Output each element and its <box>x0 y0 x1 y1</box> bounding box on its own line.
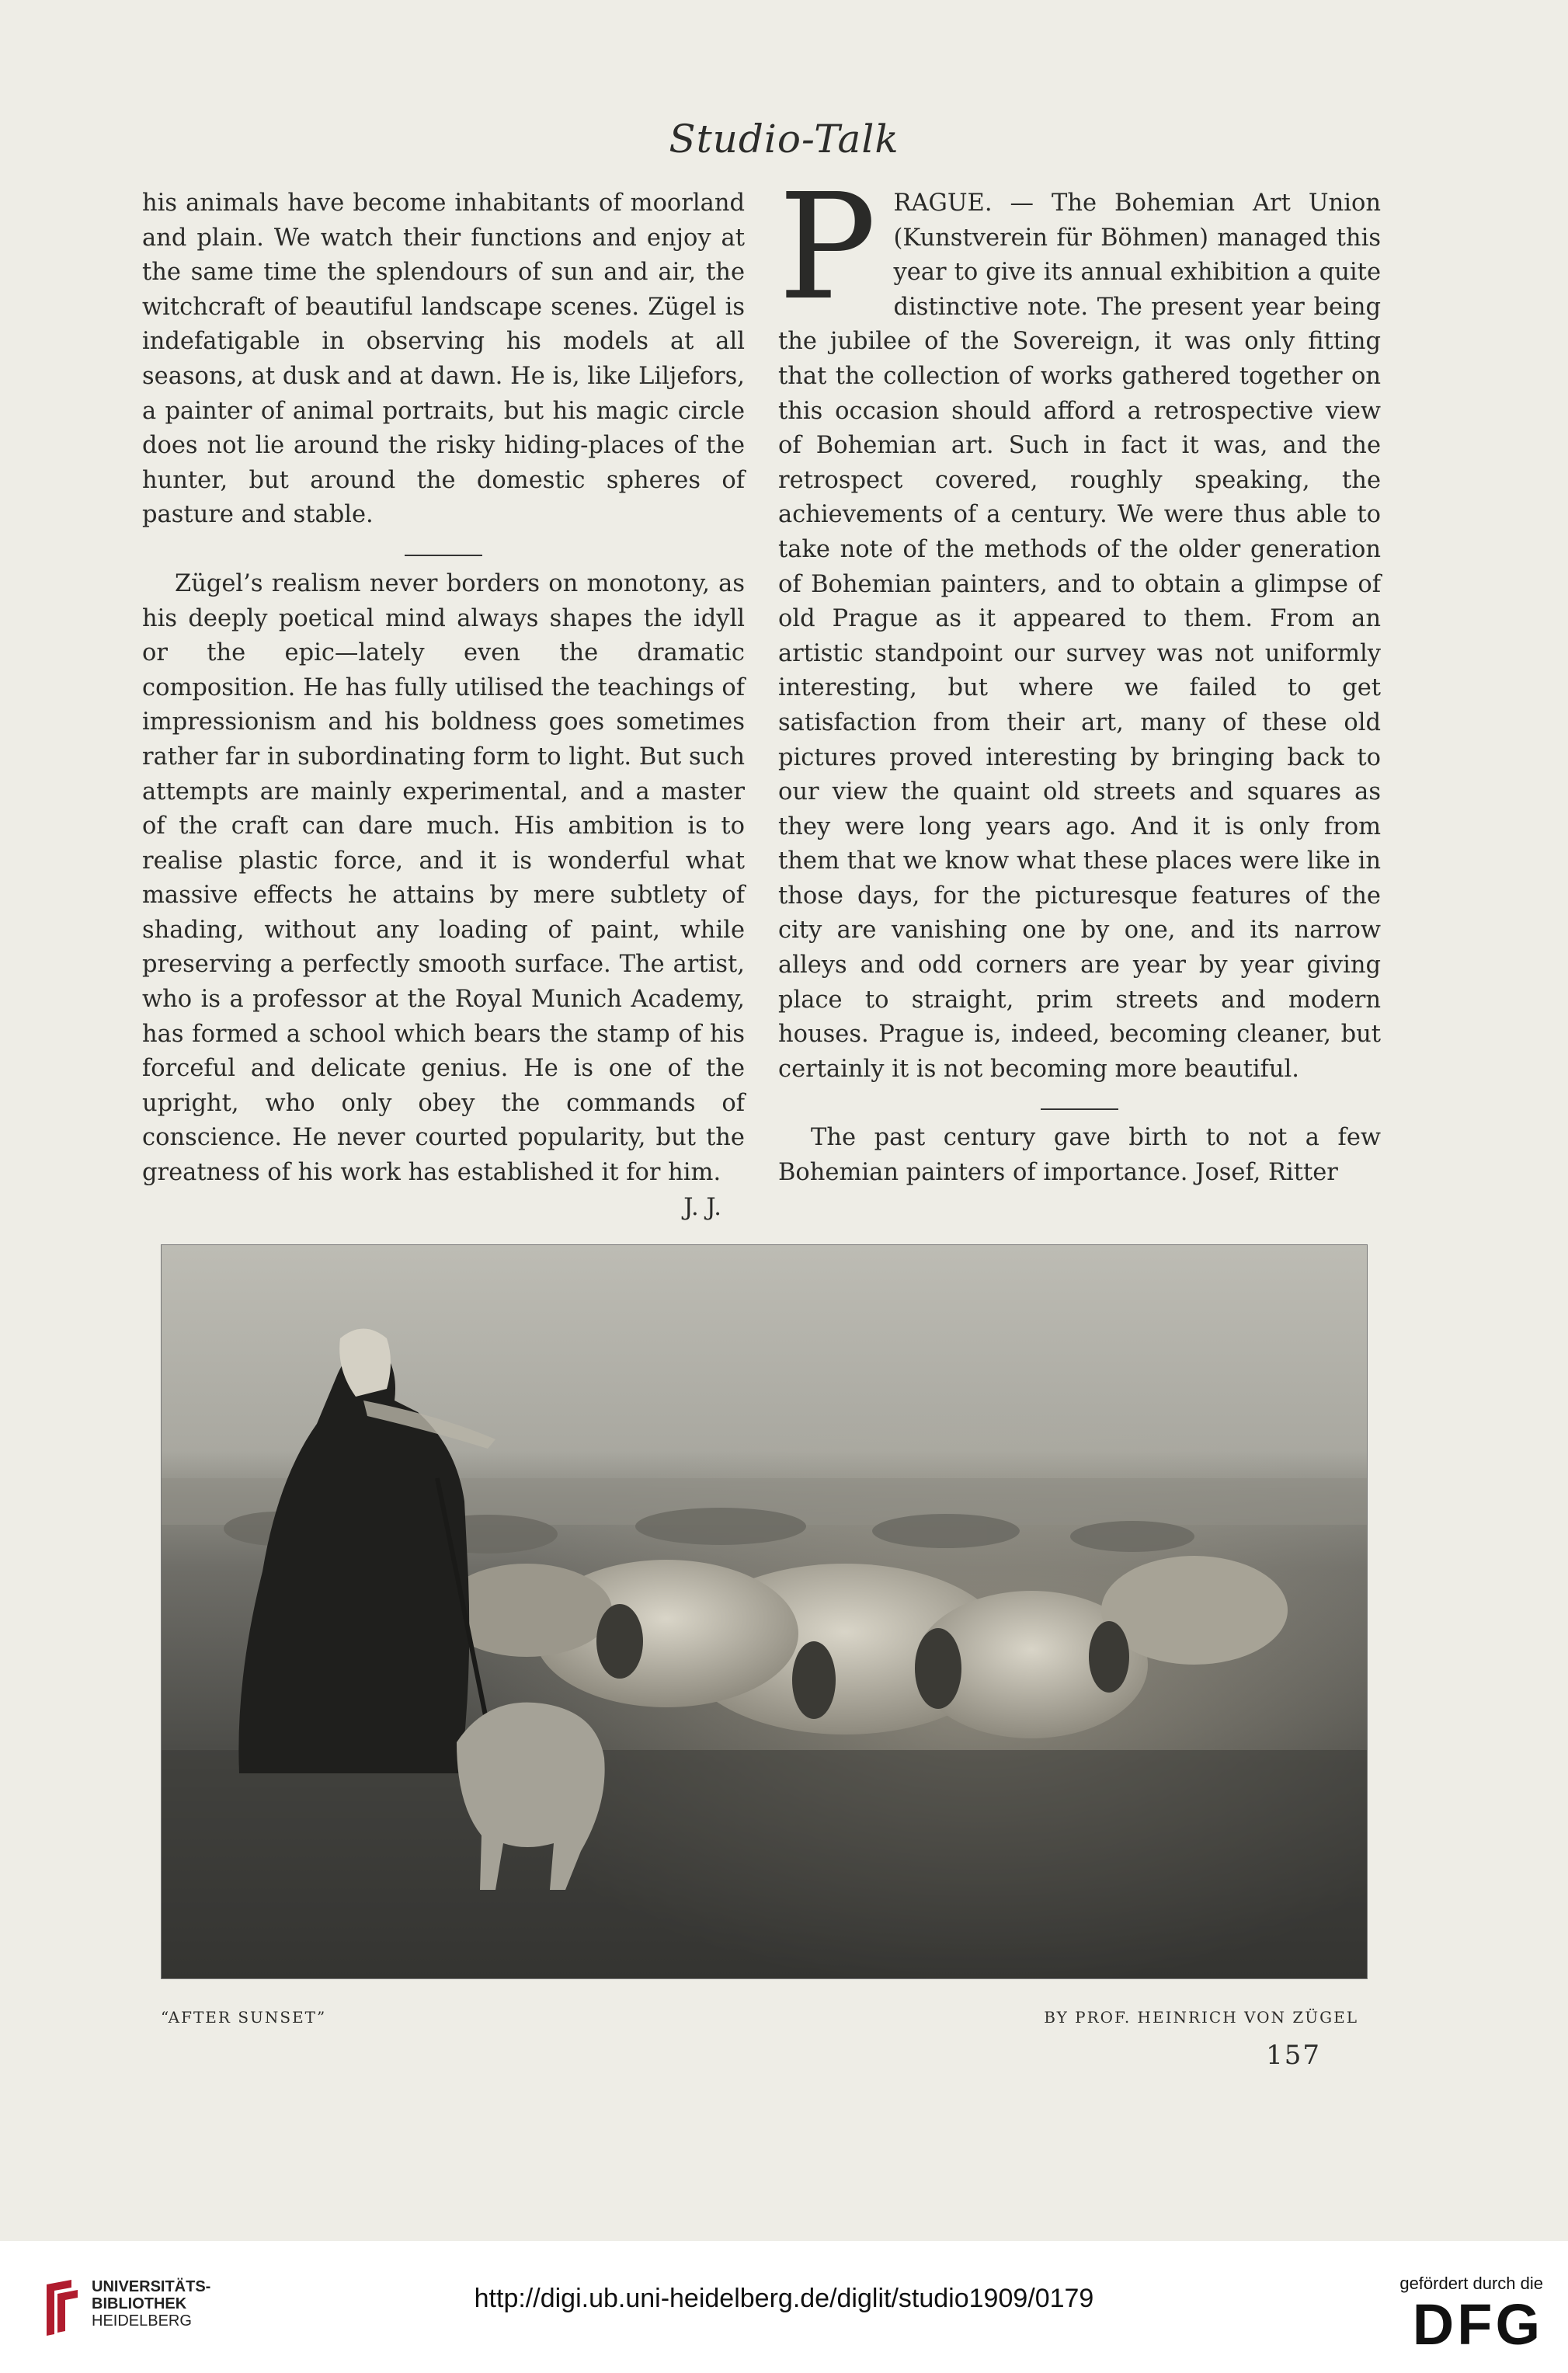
funder-label: gefördert durch die <box>1399 2274 1543 2293</box>
drop-cap: P <box>778 162 877 332</box>
right-paragraph-1-lead: RAGUE. <box>893 190 993 217</box>
library-name-line1: UNIVERSITÄTS- <box>92 2278 211 2295</box>
plate-caption-title: “AFTER SUNSET” <box>161 2008 327 2027</box>
library-name-line2: BIBLIOTHEK <box>92 2295 187 2312</box>
painting-illustration <box>162 1245 1367 1978</box>
library-name-line3: HEIDELBERG <box>92 2312 192 2330</box>
right-paragraph-1-text: — The Bohemian Art Union (Kunstverein für Böhmen) managed this year to give its annual exhibition a quite distinctive note. The present year being the jubilee of the Sovereign, it was only fitting that the collection of works gathered together on this occasion should afford a retrospective view of Bohemian art. Such in fact it was, and the retrospect covered, roughly speaking, the achievements of a century. We were thus able to take note of the methods of the older generation of Bohemian painters, and to obtain a glimpse of old Prague as it appeared to them. From an artistic standpoint our survey was not uniformly interesting, but where we failed to get satisfaction from their art, many of these old pictures proved interesting by bringing back to our view the quaint old streets and squares as they were long years ago. And it is only from them that we know what these places were like in those days, for the picturesque features of the city are vanishing one by one, and its narrow alleys and odd corners are year by year giving place to straight, prim streets and modern houses. Prague is, indeed, becoming cleaner, but certainly it is not becoming more beautiful. <box>778 190 1381 1083</box>
funder-block <box>1399 2274 1543 2356</box>
left-paragraph-2 <box>142 567 745 1221</box>
painting-plate <box>161 1244 1368 1979</box>
author-signature: J. J. <box>683 1193 721 1221</box>
right-paragraph-1 <box>778 162 1381 1087</box>
digitization-footer <box>0 2241 1568 2373</box>
left-text-column <box>142 186 745 1225</box>
left-paragraph-2-text: Zügel’s realism never borders on monotony, as his deeply poetical mind always shapes the idyll or the epic—lately even the dramatic composition. He has fully utilised the teachings of impressionism and his boldness goes sometimes rather far in subordinating form to light. But such attempts are mainly experimental, and a master of the craft can dare much. His ambition is to realise plastic force, and it is wonderful what massive effects he attains by mere subtlety of shading, without any loading of paint, while preserving a perfectly smooth surface. The artist, who is a professor at the Royal Munich Academy, has formed a school which bears the stamp of his forceful and delicate genius. He is one of the upright, who only obey the commands of conscience. He never courted popularity, but the greatness of his work has established it for him. <box>142 569 745 1187</box>
page-number: 157 <box>1266 2040 1321 2071</box>
source-url-link[interactable]: http://digi.ub.uni-heidelberg.de/diglit/studio1909/0179 <box>474 2284 1094 2313</box>
right-text-column <box>778 162 1381 1191</box>
left-paragraph-1: his animals have become inhabitants of moorland and plain. We watch their functions and enjoy at the same time the splendours of sun and air, the witchcraft of beautiful landscape scenes. Zügel is indefatigable in observing his models at all seasons, at dusk and at dawn. He is, like Liljefors, a painter of animal portraits, but his magic circle does not lie around the risky hiding-places of the hunter, but around the domestic spheres of pasture and stable. <box>142 190 745 529</box>
dfg-logo: DFG <box>1412 2292 1543 2357</box>
section-divider <box>405 555 482 556</box>
section-divider <box>1041 1108 1118 1110</box>
running-head: Studio-Talk <box>669 117 899 162</box>
right-paragraph-2: The past century gave birth to not a few Bohemian painters of importance. Josef, Ritter <box>778 1124 1381 1187</box>
plate-caption-credit: BY PROF. HEINRICH VON ZÜGEL <box>1044 2008 1358 2027</box>
